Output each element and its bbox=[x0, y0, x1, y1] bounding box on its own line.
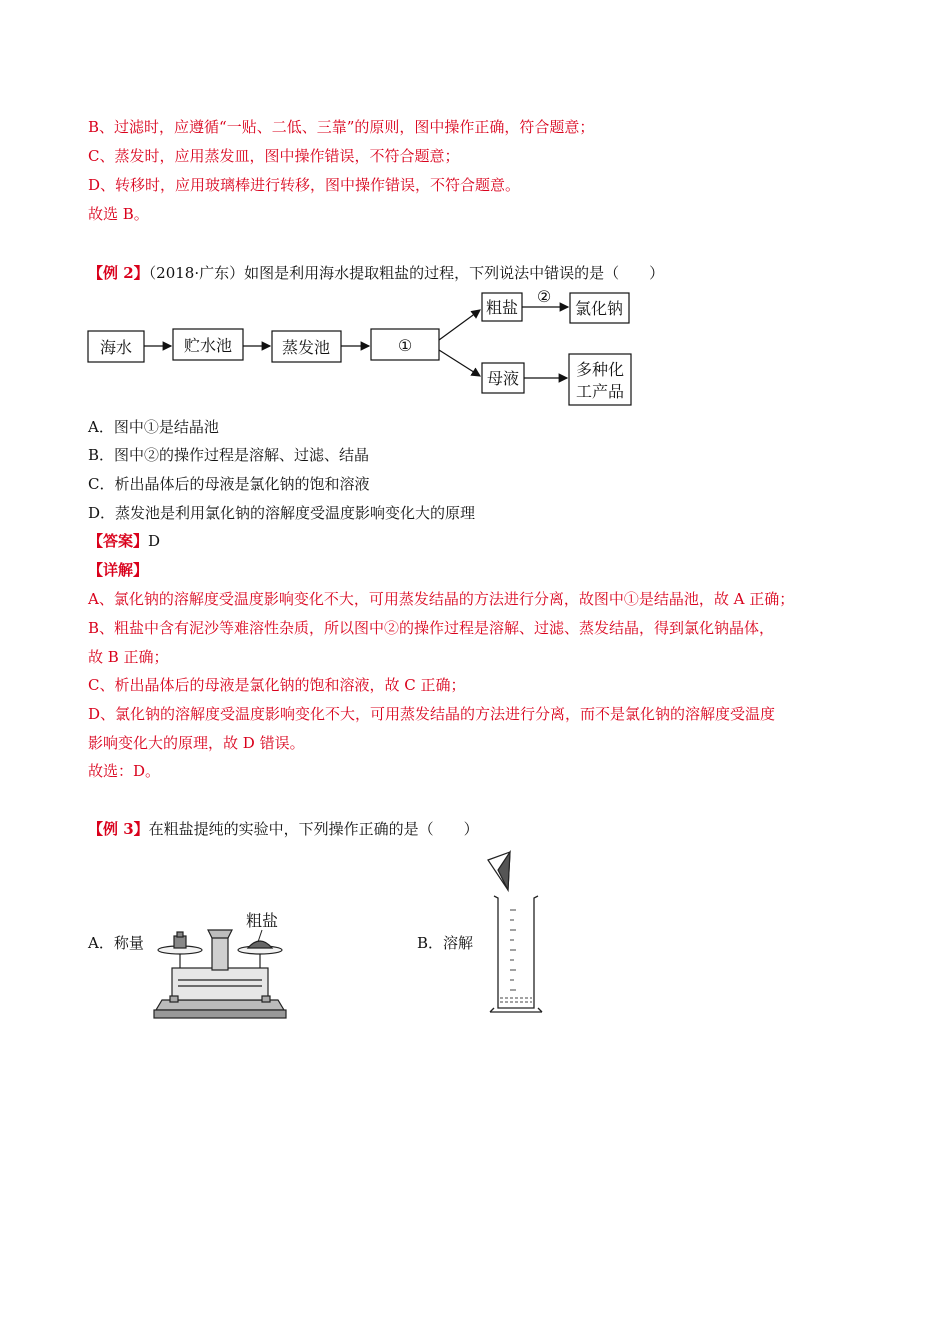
example2-conclusion: 故选：D。 bbox=[88, 762, 161, 780]
step1-label: ① bbox=[397, 336, 413, 355]
detail-line-6: 影响变化大的原理，故 D 错误。 bbox=[88, 734, 305, 752]
example2-question bbox=[88, 262, 664, 284]
example3-option-a: A．称量 bbox=[88, 934, 144, 952]
example2-option-c: C．析出晶体后的母液是氯化钠的饱和溶液 bbox=[88, 475, 370, 493]
detail-line-5: D、氯化钠的溶解度受温度影响变化不大，可用蒸发结晶的方法进行分离，而不是氯化钠的溶解度受温度 bbox=[88, 705, 776, 723]
example2-tag: 【例 2】 bbox=[88, 264, 149, 282]
balance-salt-label: 粗盐 bbox=[245, 911, 279, 930]
salt-extraction-flow-diagram bbox=[85, 288, 645, 410]
chemical-products-line1: 多种化 bbox=[575, 360, 625, 379]
detail-line-4: C、析出晶体后的母液是氯化钠的饱和溶液，故 C 正确； bbox=[88, 676, 466, 694]
detail-line-3: 故 B 正确； bbox=[88, 648, 169, 666]
example2-option-d: D．蒸发池是利用氯化钠的溶解度受温度影响变化大的原理 bbox=[88, 504, 476, 522]
reservoir-label: 贮水池 bbox=[183, 336, 233, 355]
prev-answer-d: D、转移时，应用玻璃棒进行转移，图中操作错误，不符合题意。 bbox=[88, 176, 521, 194]
example2-answer bbox=[88, 530, 160, 552]
answer-tag: 【答案】 bbox=[88, 532, 149, 550]
prev-conclusion: 故选 B。 bbox=[88, 205, 149, 223]
answer-value: D bbox=[148, 532, 161, 550]
example2-stem: （2018·广东）如图是利用海水提取粗盐的过程，下列说法中错误的是（ ） bbox=[148, 264, 665, 282]
prev-answer-b: B、过滤时，应遵循“一贴、二低、三靠”的原则，图中操作正确，符合题意； bbox=[88, 118, 595, 136]
graduated-cylinder-illustration bbox=[480, 850, 550, 1018]
chemical-products-line2: 工产品 bbox=[575, 382, 625, 401]
crude-salt-label: 粗盐 bbox=[485, 298, 519, 317]
example2-option-b: B．图中②的操作过程是溶解、过滤、结晶 bbox=[88, 446, 370, 464]
seawater-label: 海水 bbox=[99, 338, 133, 357]
mother-liquor-label: 母液 bbox=[486, 369, 520, 388]
example3-tag: 【例 3】 bbox=[88, 820, 149, 838]
detail-tag: 【详解】 bbox=[88, 561, 149, 579]
example3-option-b: B．溶解 bbox=[417, 934, 474, 952]
prev-answer-c: C、蒸发时，应用蒸发皿，图中操作错误，不符合题意； bbox=[88, 147, 460, 165]
evaporation-pond-label: 蒸发池 bbox=[281, 338, 331, 357]
example2-option-a: A．图中①是结晶池 bbox=[88, 418, 219, 436]
example3-question bbox=[88, 818, 479, 840]
balance-weighing-illustration bbox=[150, 910, 290, 1022]
arrow-step1-mother-liquor bbox=[439, 350, 480, 376]
nacl-label: 氯化钠 bbox=[574, 299, 624, 318]
step2-label: ② bbox=[536, 288, 552, 306]
detail-line-1: A、氯化钠的溶解度受温度影响变化不大，可用蒸发结晶的方法进行分离，故图中①是结晶池，故 A 正确； bbox=[88, 590, 795, 608]
arrow-step1-crude-salt bbox=[439, 310, 480, 340]
detail-line-2: B、粗盐中含有泥沙等难溶性杂质，所以图中②的操作过程是溶解、过滤、蒸发结晶，得到氯化钠晶体， bbox=[88, 619, 775, 637]
example3-stem: 在粗盐提纯的实验中，下列操作正确的是（ ） bbox=[148, 820, 479, 838]
